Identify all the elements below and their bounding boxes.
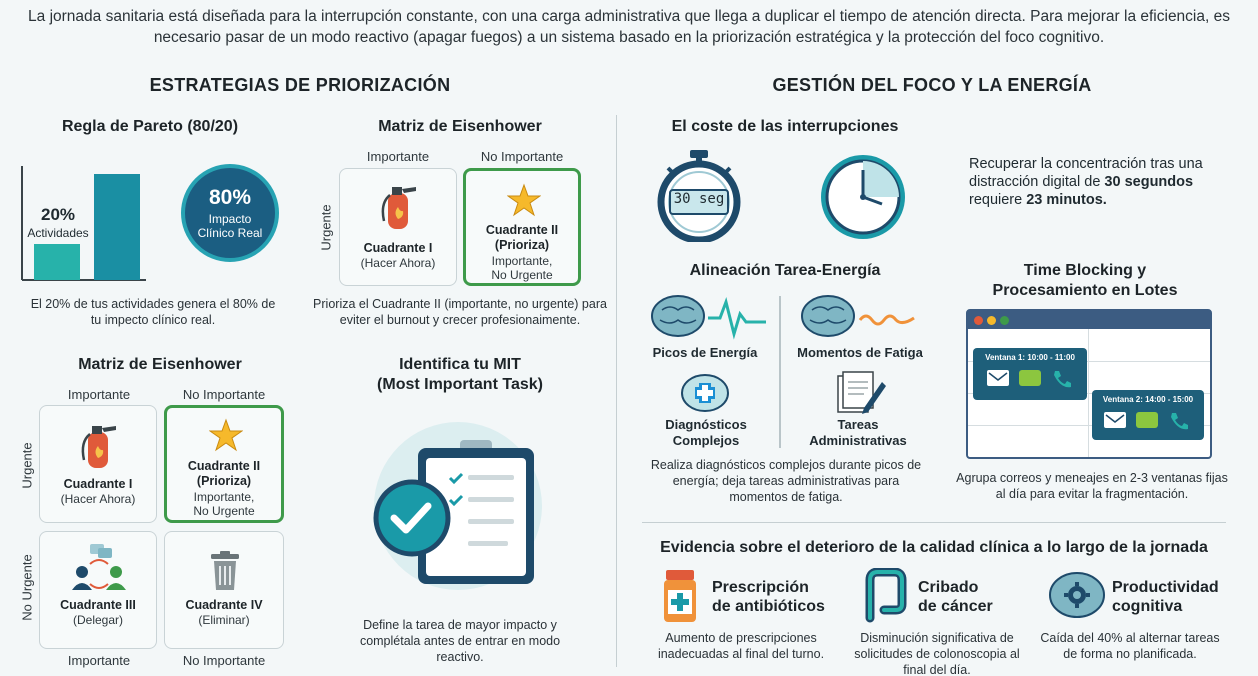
chat-icon — [1019, 370, 1041, 386]
paperwork-icon — [834, 368, 888, 416]
fire-extinguisher-icon — [76, 418, 122, 474]
time-block-2-label: Ventana 2: 14:00 - 15:00 — [1102, 395, 1194, 404]
interruptions-title: El coste de las interrupciones — [671, 118, 899, 135]
evidence-3-title2: cognitiva — [1112, 598, 1183, 615]
evidence-2-title2: de cáncer — [918, 598, 993, 615]
matrix-small-q2-title2: (Prioriza) — [494, 238, 550, 252]
matrix-big-q2-title: Cuadrante II — [187, 459, 261, 473]
time-block-2 — [1092, 390, 1204, 440]
matrix-big-q3 — [39, 531, 157, 649]
blocking-caption: Agrupa correos y meneajes en 2-3 ventanas fijas al día para evitar la fragmentación. — [956, 471, 1228, 501]
chat-icon — [1136, 412, 1158, 428]
evidence-3-title1: Productividad — [1112, 579, 1219, 596]
energy-fatigue-label: Momentos de Fatiga — [797, 345, 923, 360]
energy-peaks-label: Picos de Energía — [652, 345, 758, 360]
pill-bottle-icon — [660, 568, 700, 624]
mit-title1: Identifica tu MIT — [399, 356, 521, 373]
matrix-big-q2-sub2: No Urgente — [193, 504, 255, 518]
evidence-2-title1: Cribado — [918, 579, 979, 596]
fire-extinguisher-icon — [376, 179, 422, 235]
matrix-big-q4-title: Cuadrante IV — [185, 598, 263, 612]
matrix-big-row2: No Urgente — [19, 554, 35, 621]
matrix-big-col2: No Importante — [182, 387, 266, 402]
matrix-big-q2-title2: (Prioriza) — [196, 474, 252, 488]
column-divider — [616, 115, 617, 667]
blocking-title1: Time Blocking y — [1023, 262, 1147, 279]
matrix-big-q1-sub: (Hacer Ahora) — [60, 492, 136, 506]
mail-icon — [987, 370, 1009, 386]
time-block-1-label: Ventana 1: 10:00 - 11:00 — [985, 353, 1075, 362]
matrix-big-q4-sub: (Eliminar) — [198, 613, 250, 627]
window-maximize-dot — [1000, 316, 1009, 325]
bar-20 — [34, 244, 80, 280]
energy-admin-label1: Tareas — [837, 417, 879, 432]
phone-icon — [1051, 368, 1073, 390]
interruptions-text: Recuperar la concentración tras una distracción digital de 30 segundos requiere 23 minutos. — [969, 156, 1203, 208]
matrix-small-q2-title: Cuadrante II — [485, 223, 559, 237]
matrix-small-q1-sub: (Hacer Ahora) — [360, 256, 436, 270]
matrix-big-q1-title: Cuadrante I — [63, 477, 133, 491]
window-close-dot — [974, 316, 983, 325]
time-block-1 — [973, 348, 1087, 400]
evidence-1-title1: Prescripción — [712, 579, 809, 596]
brain-gear-icon — [1048, 570, 1106, 620]
star-icon — [507, 183, 541, 217]
matrix-big-q1 — [39, 405, 157, 523]
matrix-big-foot2: No Importante — [182, 653, 266, 668]
matrix-small-title: Matriz de Eisenhower — [378, 118, 542, 135]
energy-diag-label2: Complejos — [672, 433, 740, 448]
matrix-small-q2-sub2: No Urgente — [491, 268, 553, 282]
brain-fatigue-icon — [800, 294, 920, 340]
matrix-small-row1: Urgente — [318, 204, 334, 251]
brain-energy-icon — [650, 294, 770, 340]
matrix-big-title: Matriz de Eisenhower — [78, 356, 242, 373]
star-icon — [209, 418, 243, 452]
evidence-1-caption: Aumento de prescripciones inadecuadas al final del turno. — [657, 631, 825, 661]
pareto-20-pct: 20% — [40, 205, 76, 224]
matrix-small-q1-title: Cuadrante I — [363, 241, 433, 255]
matrix-big-q4 — [164, 531, 284, 649]
evidence-title: Evidencia sobre el deterioro de la calidad clínica a lo largo de la jornada — [660, 539, 1208, 556]
stopwatch-display: 30 seg — [673, 191, 725, 207]
left-section-title: ESTRATEGIAS DE PRIORIZACIÓN — [149, 75, 451, 95]
pareto-title: Regla de Pareto (80/20) — [61, 118, 239, 135]
evidence-divider — [642, 522, 1226, 523]
matrix-big-col1: Importante — [67, 387, 131, 402]
evidence-1-title2: de antibióticos — [712, 598, 825, 615]
matrix-small-col2: No Importante — [480, 149, 564, 164]
bar-80 — [94, 174, 140, 280]
matrix-small-col1: Importante — [366, 149, 430, 164]
delegate-people-icon — [70, 542, 130, 594]
matrix-big-q2 — [164, 405, 284, 523]
mit-caption: Define la tarea de mayor impacto y complétala antes de entrar en modo reactivo. — [359, 618, 561, 664]
clock-icon — [818, 152, 908, 242]
brain-diagnosis-icon — [680, 372, 730, 414]
right-section-title: GESTIÓN DEL FOCO Y LA ENERGÍA — [772, 75, 1092, 95]
energy-title: Alineación Tarea-Energía — [689, 262, 881, 279]
energy-diag-label1: Diagnósticos — [665, 417, 747, 432]
energy-admin-label2: Administrativas — [809, 433, 907, 448]
matrix-small-caption: Prioriza el Cuadrante II (importante, no urgente) para eviter el burnout y crecer profesionaimente. — [313, 297, 607, 327]
intro-text: La jornada sanitaria está diseñada para la interrupción constante, con una carga administrativa que llega a duplicar el tiempo de atención directa. Para mejorar la eficiencia, es necesario pasar de un modo reactivo (apagar fuegos) a un sistema basado en la priorización estratégica y la protección del foco cognitivo. — [28, 8, 1230, 46]
matrix-small-q1 — [339, 168, 457, 286]
pareto-caption: El 20% de tus actividades genera el 80% de tu impecto clínico real. — [30, 297, 276, 327]
trash-icon — [207, 550, 243, 592]
matrix-big-q3-title: Cuadrante III — [60, 598, 136, 612]
evidence-2-caption: Disminución significativa de solicitudes de colonoscopia al final del día. — [854, 631, 1020, 676]
phone-icon — [1168, 410, 1190, 432]
matrix-small-q2-sub1: Importante, — [491, 254, 553, 268]
matrix-big-row1: Urgente — [19, 442, 35, 489]
window-minimize-dot — [987, 316, 996, 325]
mit-title2: (Most Important Task) — [377, 376, 543, 393]
matrix-big-foot1: Importante — [67, 653, 131, 668]
colon-icon — [860, 568, 910, 624]
mit-clipboard-illustration — [366, 420, 556, 590]
blocking-title2: Procesamiento en Lotes — [992, 282, 1178, 299]
check-circle-icon — [376, 482, 448, 554]
evidence-3-caption: Caída del 40% al alternar tareas de forma no planificada. — [1040, 631, 1220, 661]
matrix-big-q2-sub1: Importante, — [193, 490, 255, 504]
pareto-80-label2: Clínico Real — [197, 226, 263, 240]
mail-icon — [1104, 412, 1126, 428]
matrix-big-q3-sub: (Delegar) — [72, 613, 123, 627]
energy-divider — [779, 296, 781, 448]
pareto-80-label1: Impacto — [208, 212, 252, 226]
pareto-20-label: Actividades — [27, 226, 89, 240]
energy-caption: Realiza diagnósticos complejos durante picos de energía; deja tareas administrativas para momentos de fatiga. — [650, 458, 922, 504]
matrix-small-q2 — [463, 168, 581, 286]
pareto-80-pct: 80% — [208, 186, 252, 209]
